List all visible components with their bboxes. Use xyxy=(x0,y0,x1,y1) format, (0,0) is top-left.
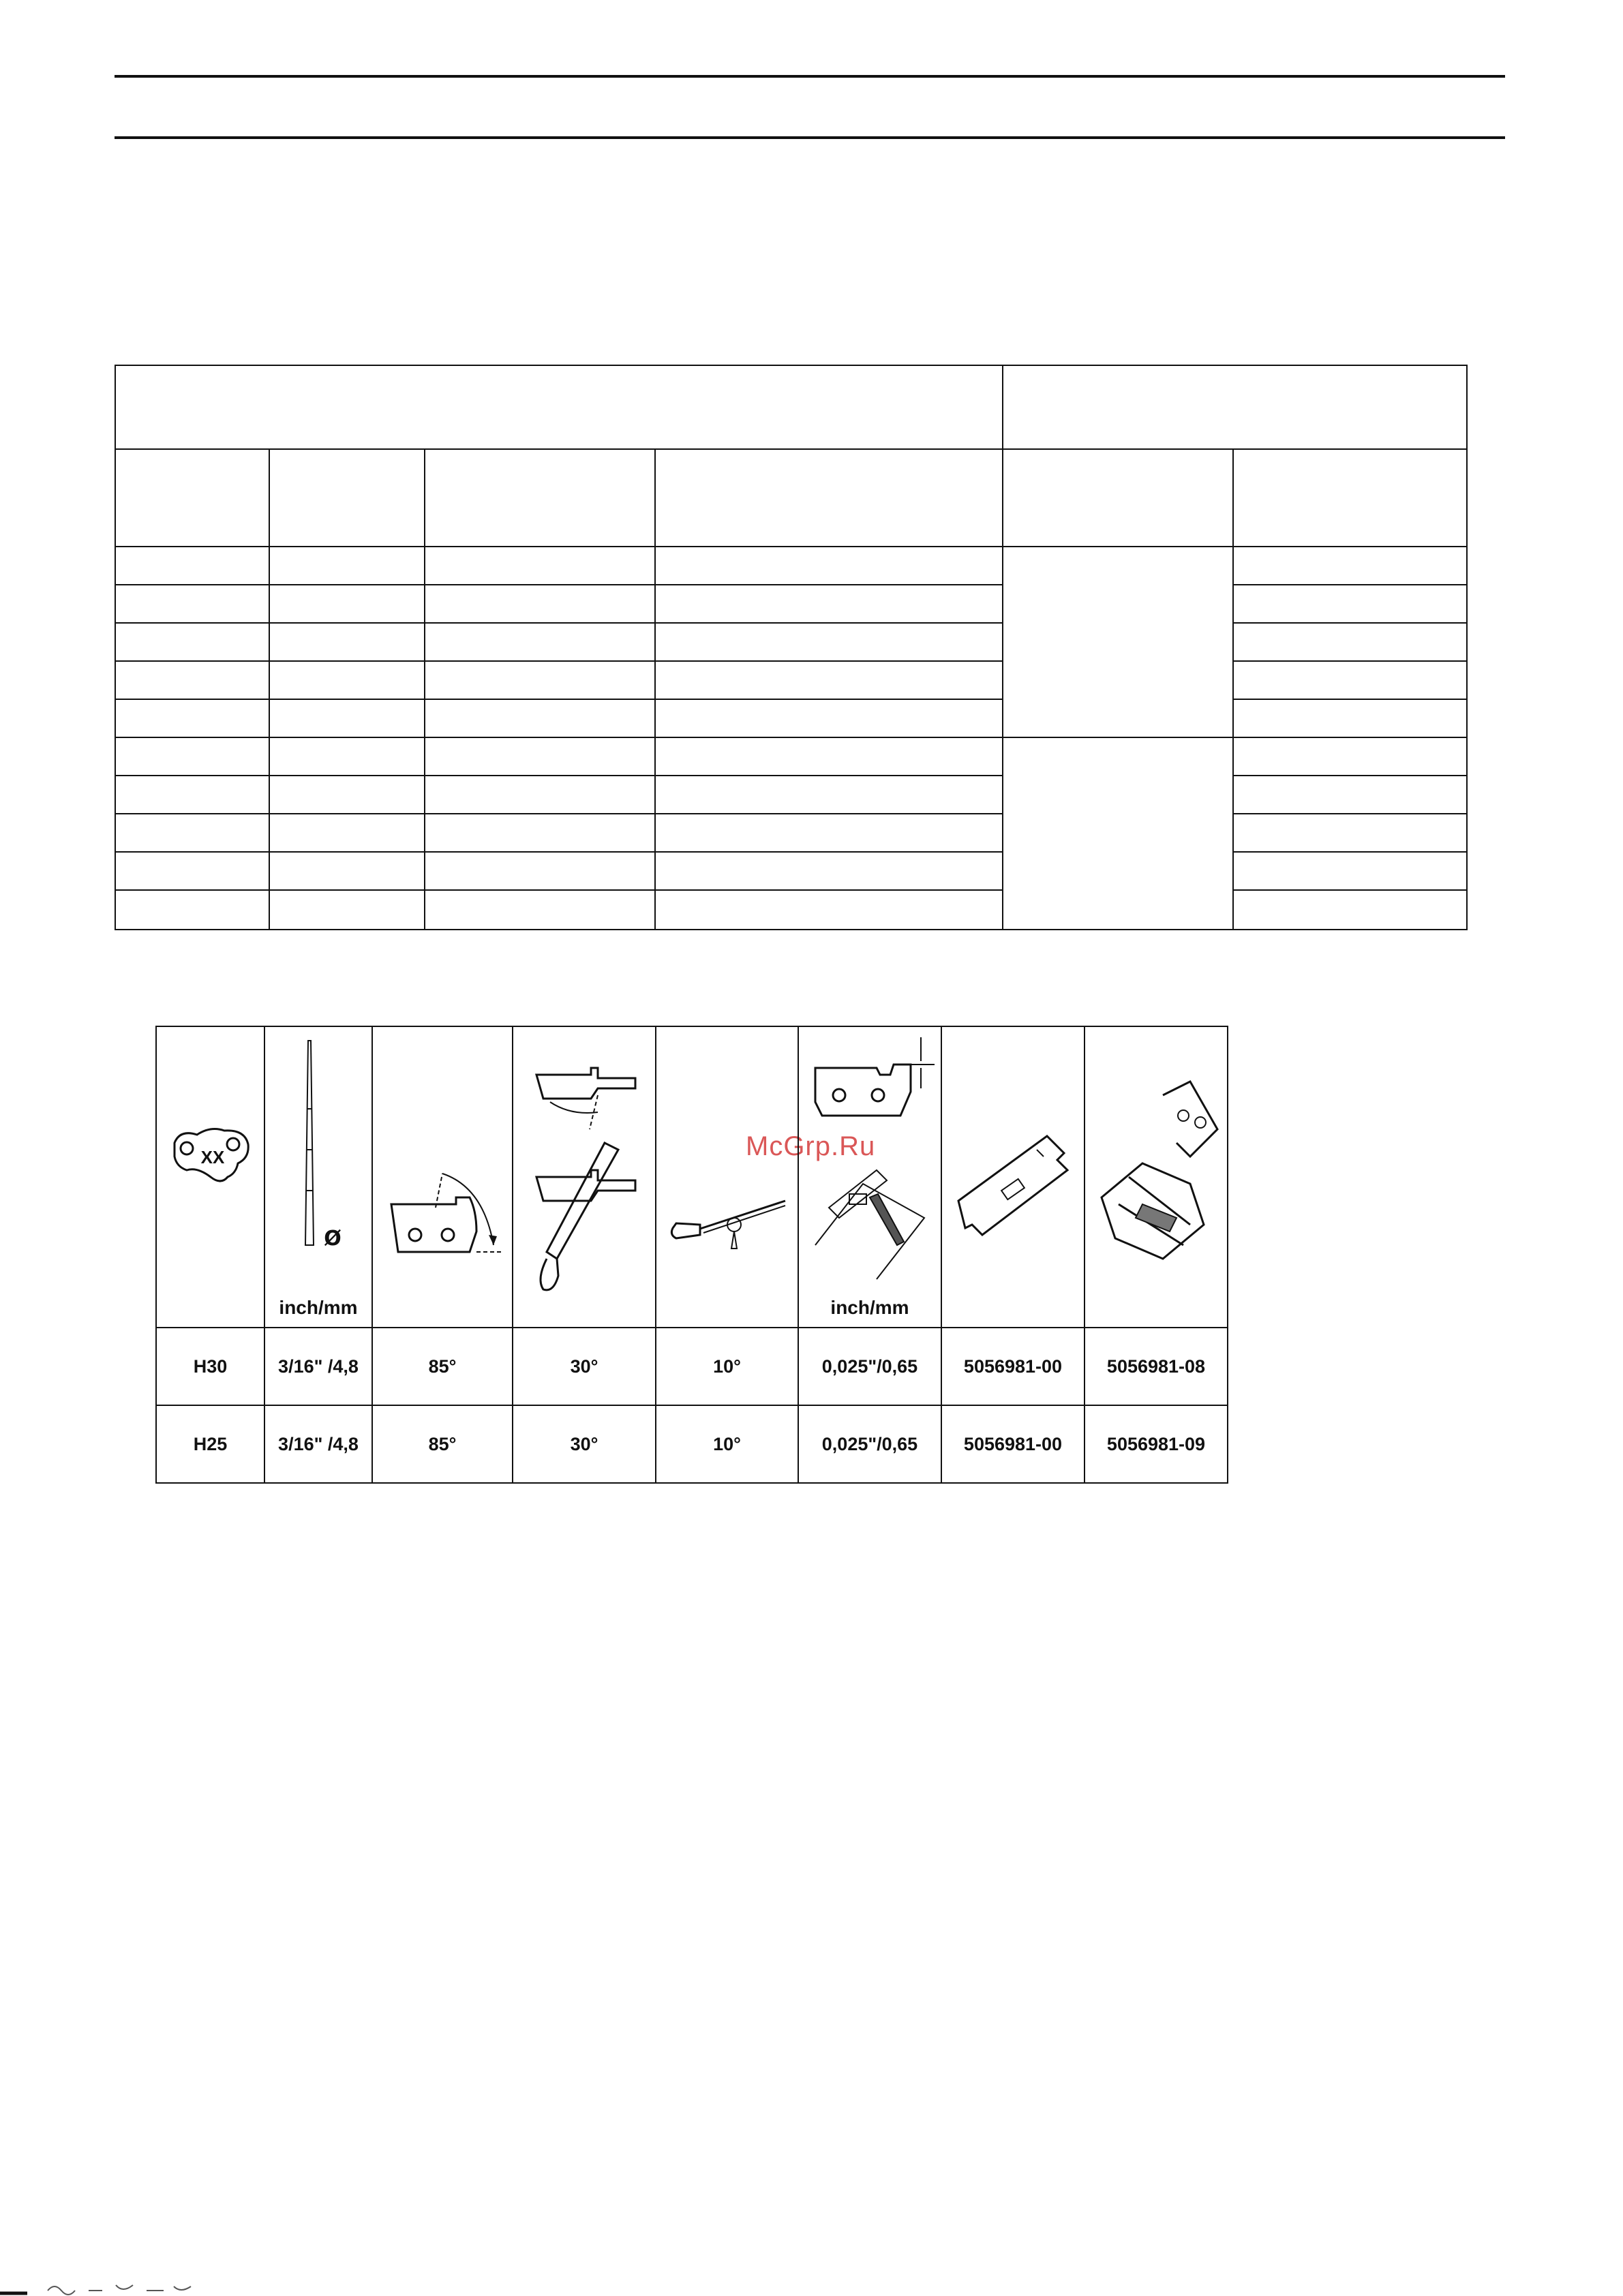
file-tilt-angle-cell: 10° xyxy=(656,1328,798,1405)
spec-table-line xyxy=(116,584,1003,585)
depth-gauge-tool-icon-cell xyxy=(941,1026,1084,1328)
file-diameter-cell: 3/16" /4,8 xyxy=(264,1328,372,1405)
spec-table-line xyxy=(116,889,1003,891)
icon-header-row xyxy=(156,1026,1228,1328)
spec-table-line xyxy=(1234,699,1466,700)
spec-table-line xyxy=(1234,584,1466,585)
spec-table-line xyxy=(1234,813,1466,814)
table-row xyxy=(156,1405,1228,1483)
side-plate-angle-cell: 30° xyxy=(513,1328,656,1405)
side-plate-angle-icon xyxy=(516,1027,652,1327)
spec-table-line xyxy=(116,851,1003,853)
watermark: McGrp.Ru xyxy=(746,1131,876,1161)
side-plate-angle-icon-cell xyxy=(513,1026,656,1328)
spec-table xyxy=(115,365,1468,930)
top-plate-angle-icon xyxy=(374,1027,511,1327)
file-tilt-angle-cell: 10° xyxy=(656,1405,798,1483)
file-diameter-cell: 3/16" /4,8 xyxy=(264,1405,372,1483)
table-row xyxy=(156,1328,1228,1405)
depth-gauge-setting-cell: 0,025"/0,65 xyxy=(798,1328,941,1405)
footer-page-mark xyxy=(0,2277,218,2296)
spec-table-line xyxy=(116,622,1003,624)
spec-table-line xyxy=(654,448,656,929)
spec-table-line xyxy=(1234,622,1466,624)
chain-type-cell: H30 xyxy=(156,1328,264,1405)
depth-gauge-tool-cell: 5056981-00 xyxy=(941,1328,1084,1405)
spec-table-line xyxy=(424,448,425,929)
side-plate-angle-cell: 30° xyxy=(513,1405,656,1483)
sharpening-table xyxy=(155,1026,1228,1484)
spec-table-line xyxy=(116,737,1466,738)
depth-gauge-icon-cell xyxy=(798,1026,941,1328)
spec-table-line xyxy=(116,546,1466,547)
file-diameter-unit: inch/mm xyxy=(279,1297,358,1318)
spec-table-line xyxy=(116,660,1003,662)
file-guide-cell: 5056981-09 xyxy=(1084,1405,1228,1483)
spec-table-line xyxy=(116,775,1003,776)
spec-table-line xyxy=(1234,775,1466,776)
chain-link-label: XX xyxy=(200,1147,224,1167)
chain-type-cell: H25 xyxy=(156,1405,264,1483)
top-plate-angle-cell: 85° xyxy=(372,1328,513,1405)
round-file-icon xyxy=(267,1027,369,1286)
file-icon-cell xyxy=(264,1026,372,1328)
spec-table-line xyxy=(1234,851,1466,853)
top-plate-angle-icon-cell xyxy=(372,1026,513,1328)
file-guide-icon xyxy=(1088,1027,1224,1327)
depth-gauge-icon xyxy=(802,1027,938,1286)
spec-table-line xyxy=(116,813,1003,814)
spec-table-line xyxy=(116,699,1003,700)
spec-table-line xyxy=(1232,448,1234,929)
depth-gauge-setting-cell: 0,025"/0,65 xyxy=(798,1405,941,1483)
depth-gauge-tool-icon xyxy=(945,1027,1081,1327)
chain-link-icon xyxy=(160,1027,262,1327)
top-plate-angle-cell: 85° xyxy=(372,1405,513,1483)
header-rule-bottom xyxy=(115,136,1505,139)
depth-gauge-unit: inch/mm xyxy=(830,1297,909,1318)
spec-table-line xyxy=(116,448,1466,450)
spec-table-line xyxy=(269,448,270,929)
diameter-symbol: Ø xyxy=(324,1227,342,1251)
depth-gauge-tool-cell: 5056981-00 xyxy=(941,1405,1084,1483)
chain-link-icon-cell xyxy=(156,1026,264,1328)
spec-table-line xyxy=(1234,660,1466,662)
file-tilt-angle-icon xyxy=(659,1027,795,1327)
spec-table-line xyxy=(1234,889,1466,891)
file-tilt-angle-icon-cell xyxy=(656,1026,798,1328)
file-guide-cell: 5056981-08 xyxy=(1084,1328,1228,1405)
header-rule-top xyxy=(115,75,1505,78)
file-guide-icon-cell xyxy=(1084,1026,1228,1328)
spec-table-line xyxy=(1002,366,1003,929)
